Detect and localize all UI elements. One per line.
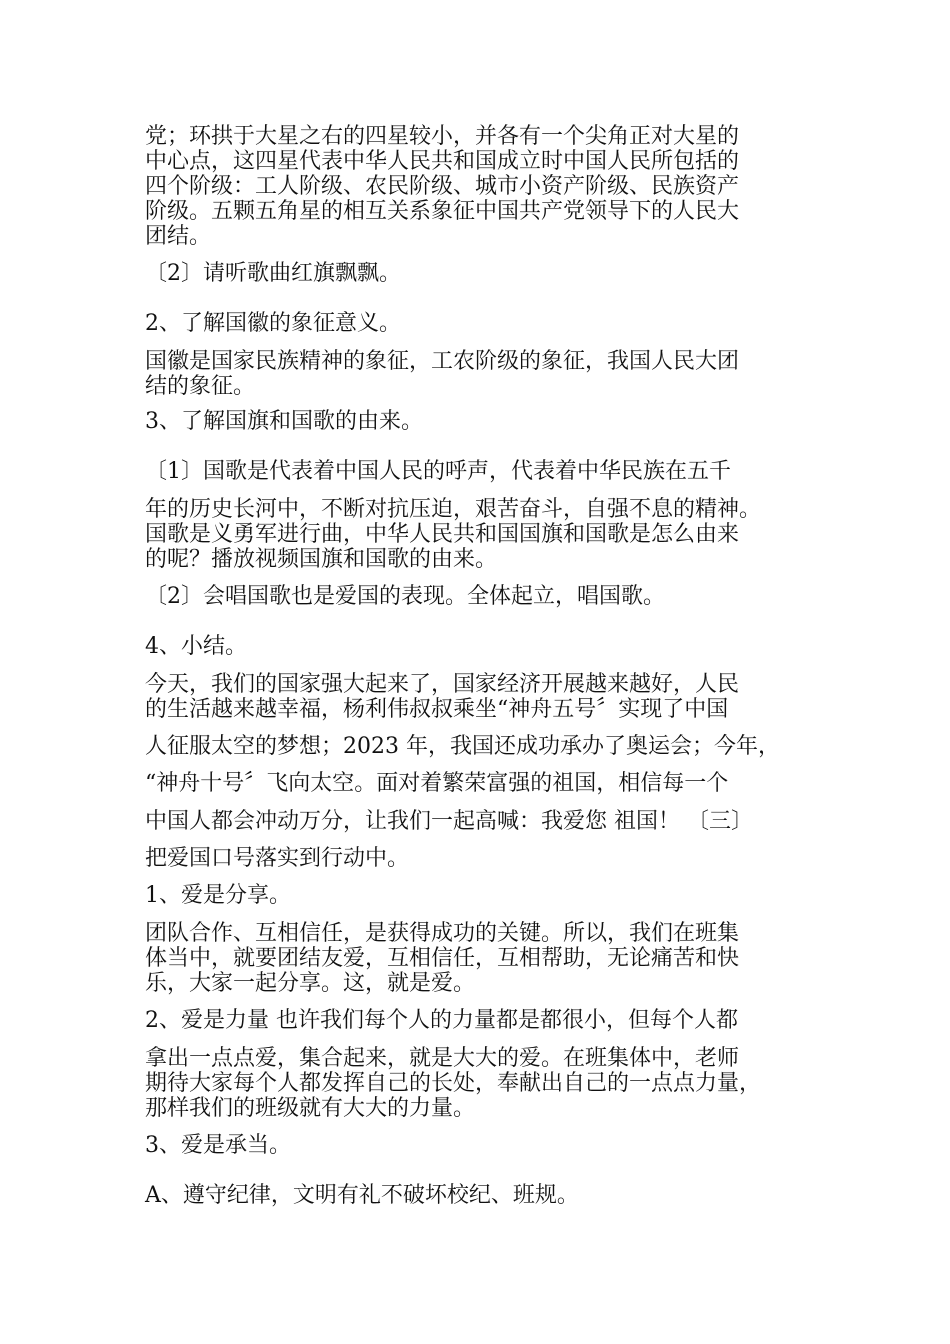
text-line: 2、爱是力量 也许我们每个人的力量都是都很小，但每个人都: [145, 1008, 738, 1033]
text-line: “神舟十号〞飞向太空。面对着繁荣富强的祖国，相信每一个: [145, 771, 729, 796]
text-line: 的生活越来越幸福，杨利伟叔叔乘坐“神舟五号〞实现了中国: [145, 697, 729, 722]
text-line: 体当中，就要团结友爱，互相信任，互相帮助，无论痛苦和快: [145, 946, 740, 971]
text-line: 把爱国口号落实到行动中。: [145, 846, 410, 871]
text-line: 4、小结。: [145, 634, 247, 659]
text-line: 人征服太空的梦想；2023 年，我国还成功承办了奥运会；今年，: [145, 734, 780, 759]
text-line: 〔2〕请听歌曲红旗飘飘。: [145, 261, 401, 286]
text-line: 的呢？播放视频国旗和国歌的由来。: [145, 547, 498, 572]
text-line: 1、爱是分享。: [145, 883, 291, 908]
text-line: 团结。: [145, 224, 212, 249]
text-line: 四个阶级：工人阶级、农民阶级、城市小资产阶级、民族资产: [145, 174, 740, 199]
text-line: 年的历史长河中，不断对抗压迫，艰苦奋斗，自强不息的精神。: [145, 497, 762, 522]
text-line: 阶级。五颗五角星的相互关系象征中国共产党领导下的人民大: [145, 199, 740, 224]
text-line: 乐，大家一起分享。这，就是爱。: [145, 971, 476, 996]
text-line: 党；环拱于大星之右的四星较小，并各有一个尖角正对大星的: [145, 124, 740, 149]
text-line: 国徽是国家民族精神的象征，工农阶级的象征，我国人民大团: [145, 349, 740, 374]
text-line: 拿出一点点爱，集合起来，就是大大的爱。在班集体中，老师: [145, 1046, 740, 1071]
text-line: 3、了解国旗和国歌的由来。: [145, 409, 423, 434]
text-line: 〔2〕会唱国歌也是爱国的表现。全体起立，唱国歌。: [145, 584, 665, 609]
text-line: 3、爱是承当。: [145, 1133, 291, 1158]
text-line: A、遵守纪律，文明有礼不破坏校纪、班规。: [145, 1183, 579, 1208]
text-line: 2、了解国徽的象征意义。: [145, 311, 401, 336]
text-line: 团队合作、互相信任，是获得成功的关键。所以，我们在班集: [145, 921, 740, 946]
text-line: 结的象征。: [145, 374, 256, 399]
text-line: 国歌是义勇军进行曲，中华人民共和国国旗和国歌是怎么由来: [145, 522, 740, 547]
text-line: 那样我们的班级就有大大的力量。: [145, 1096, 476, 1121]
text-line: 今天，我们的国家强大起来了，国家经济开展越来越好，人民: [145, 672, 740, 697]
text-line: 中心点，这四星代表中华人民共和国成立时中国人民所包括的: [145, 149, 740, 174]
text-line: 期待大家每个人都发挥自己的长处，奉献出自己的一点点力量，: [145, 1071, 762, 1096]
text-line: 〔1〕国歌是代表着中国人民的呼声，代表着中华民族在五千: [145, 459, 731, 484]
text-line: 中国人都会冲动万分，让我们一起高喊：我爱您 祖国！ 〔三〕: [145, 809, 753, 834]
